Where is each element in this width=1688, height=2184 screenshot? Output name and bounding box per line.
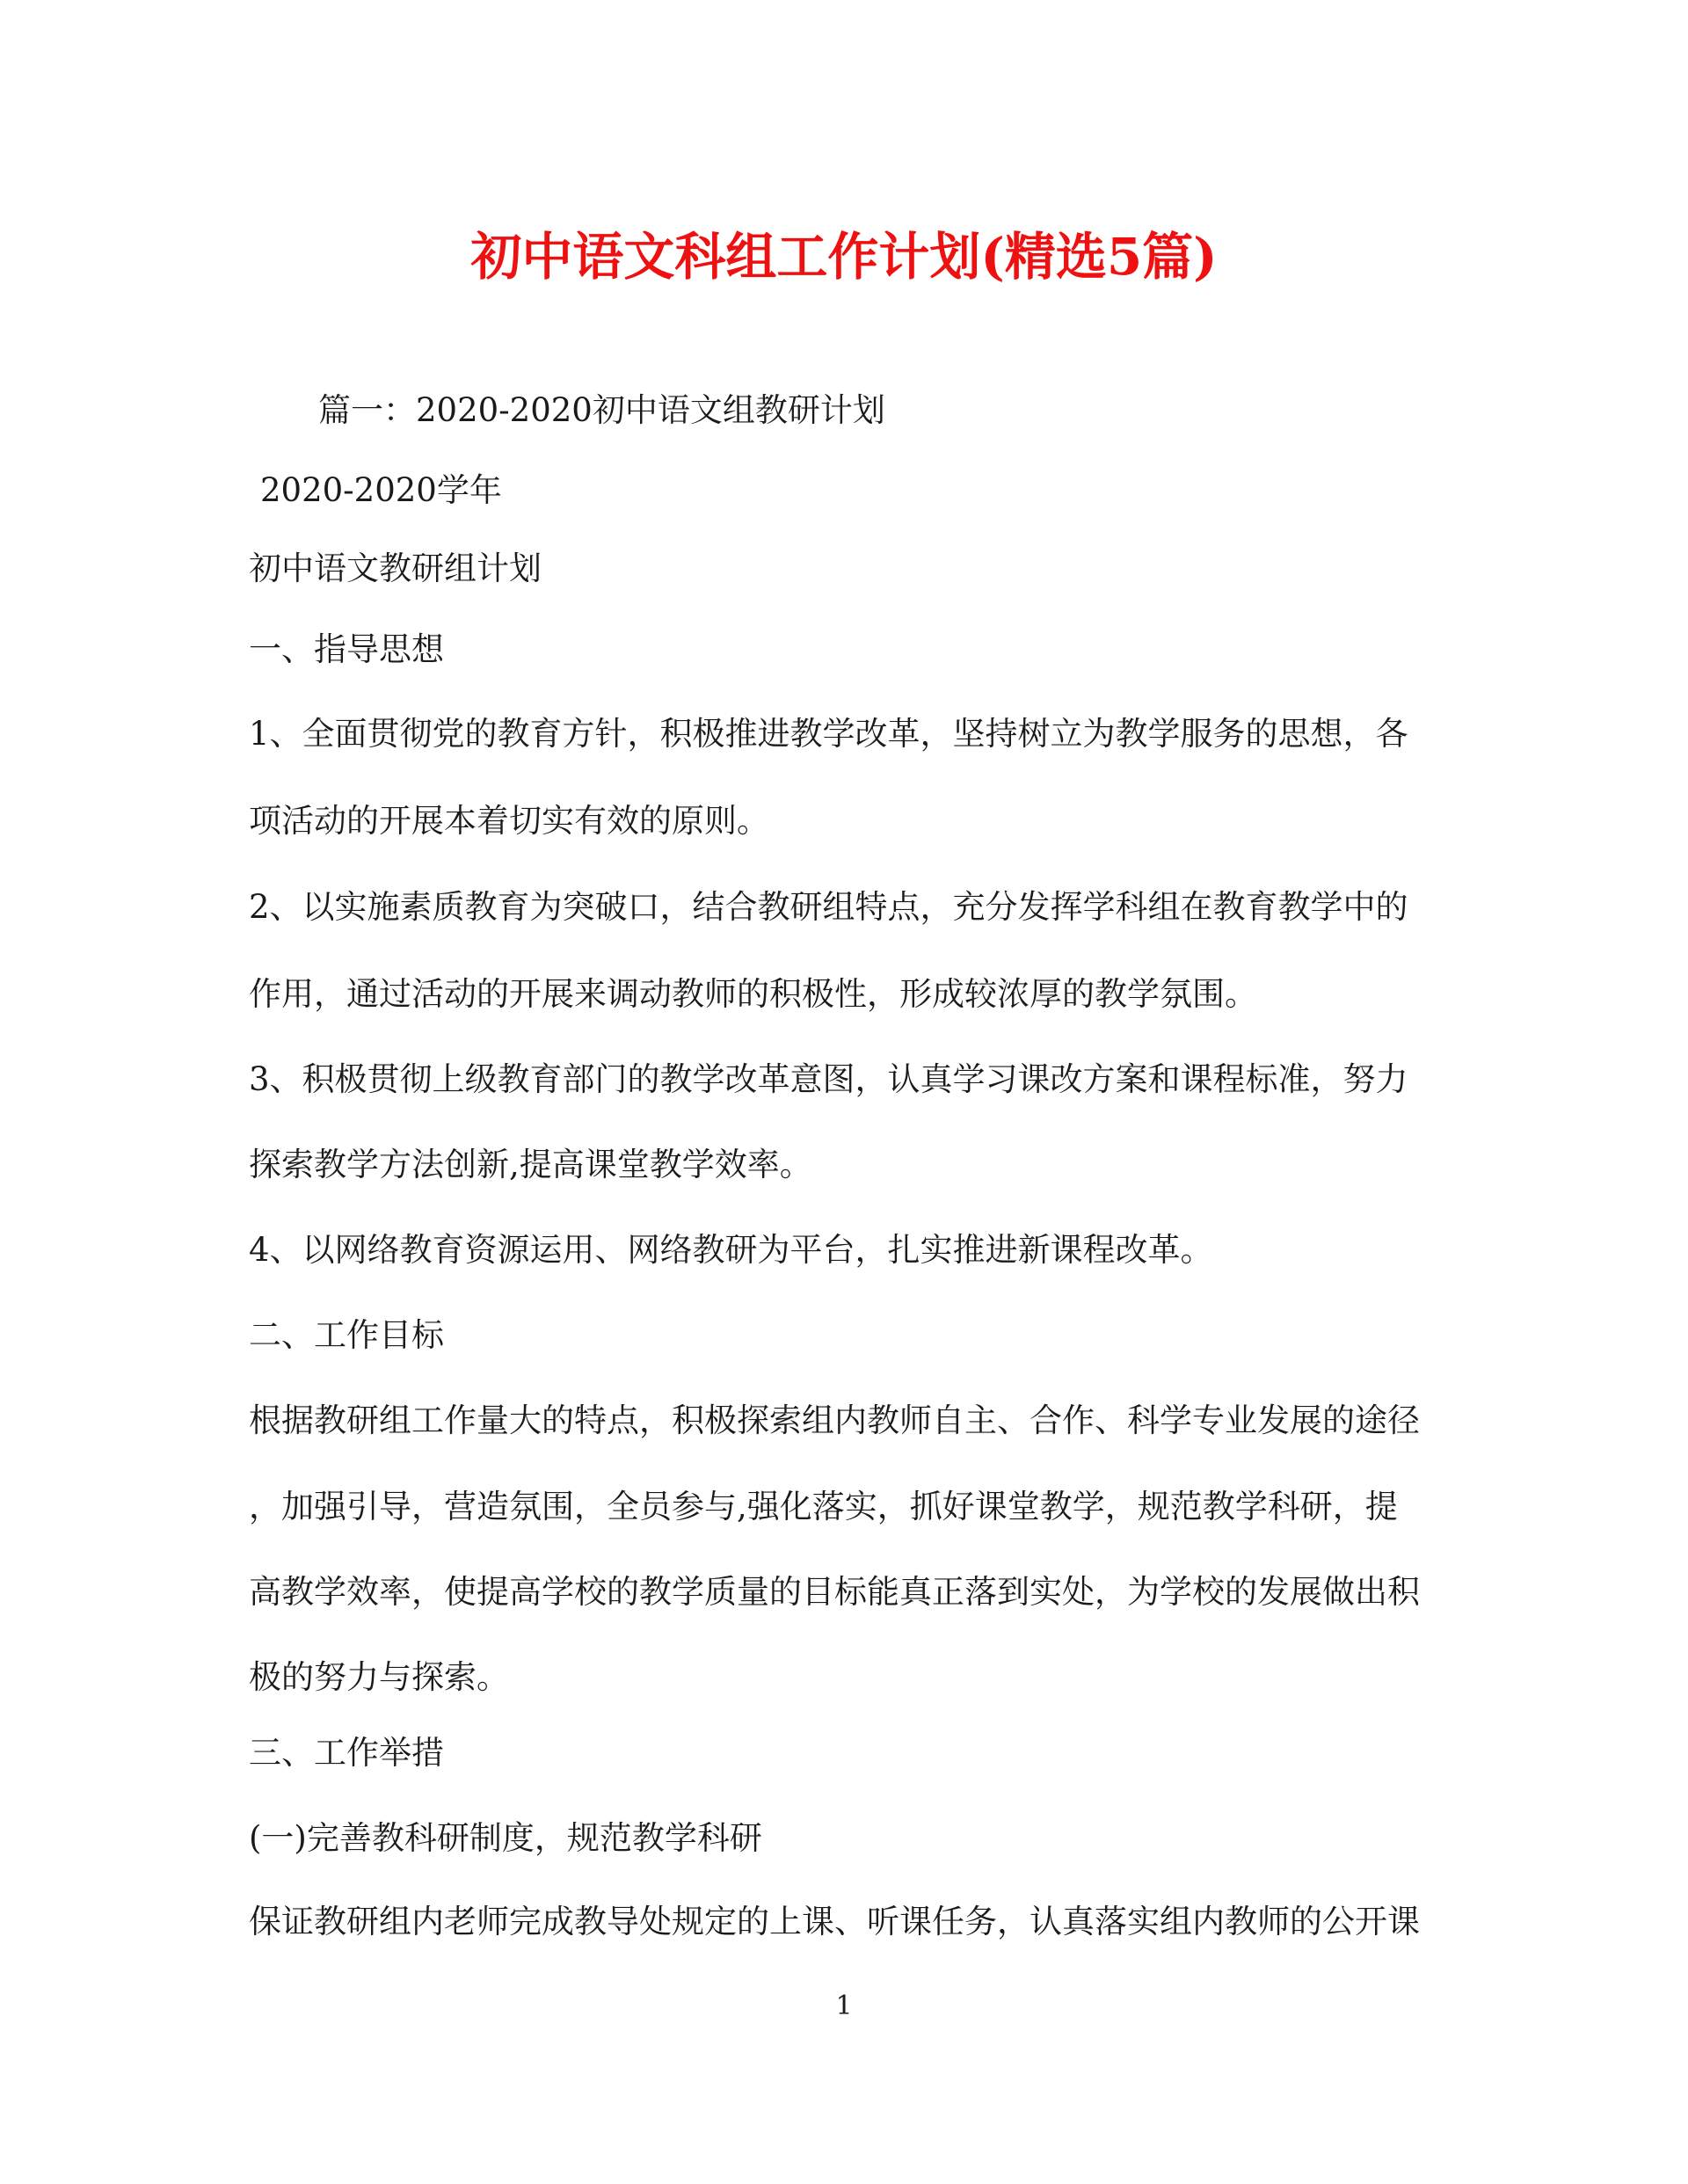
paragraph-line: 4、以网络教育资源运用、网络教研为平台，扎实推进新课程改革。	[249, 1231, 1213, 1269]
paragraph-line: 项活动的开展本着切实有效的原则。	[249, 802, 769, 840]
subsection-heading: (一)完善教科研制度，规范教学科研	[249, 1819, 762, 1857]
document-title: 初中语文科组工作计划(精选5篇)	[470, 227, 1218, 287]
page-number: 1	[835, 1991, 853, 2021]
paragraph-line: 探索教学方法创新,提高课堂教学效率。	[249, 1146, 812, 1183]
paragraph-line: 3、积极贯彻上级教育部门的教学改革意图，认真学习课改方案和课程标准，努力	[249, 1060, 1408, 1098]
section-heading: 二、工作目标	[249, 1316, 444, 1354]
paragraph-line: 1、全面贯彻党的教育方针，积极推进教学改革，坚持树立为教学服务的思想，各	[249, 715, 1408, 753]
paragraph-line: ，加强引导，营造氛围，全员参与,强化落实，抓好课堂教学，规范教学科研，提	[249, 1488, 1398, 1525]
paragraph-line: 高教学效率，使提高学校的教学质量的目标能真正落到实处，为学校的发展做出积	[249, 1573, 1420, 1611]
paragraph-line: 保证教研组内老师完成教导处规定的上课、听课任务，认真落实组内教师的公开课	[249, 1903, 1420, 1940]
text-line: 初中语文教研组计划	[249, 550, 542, 587]
paragraph-line: 2、以实施素质教育为突破口，结合教研组特点，充分发挥学科组在教育教学中的	[249, 888, 1408, 926]
section-heading: 一、指导思想	[249, 630, 444, 668]
section-heading: 篇一：2020-2020初中语文组教研计划	[318, 391, 885, 429]
section-heading: 三、工作举措	[249, 1734, 444, 1772]
paragraph-line: 根据教研组工作量大的特点，积极探索组内教师自主、合作、科学专业发展的途径	[249, 1401, 1420, 1439]
text-line: 2020-2020学年	[260, 471, 502, 509]
paragraph-line: 作用，通过活动的开展来调动教师的积极性，形成较浓厚的教学氛围。	[249, 975, 1257, 1013]
paragraph-line: 极的努力与探索。	[249, 1658, 509, 1696]
